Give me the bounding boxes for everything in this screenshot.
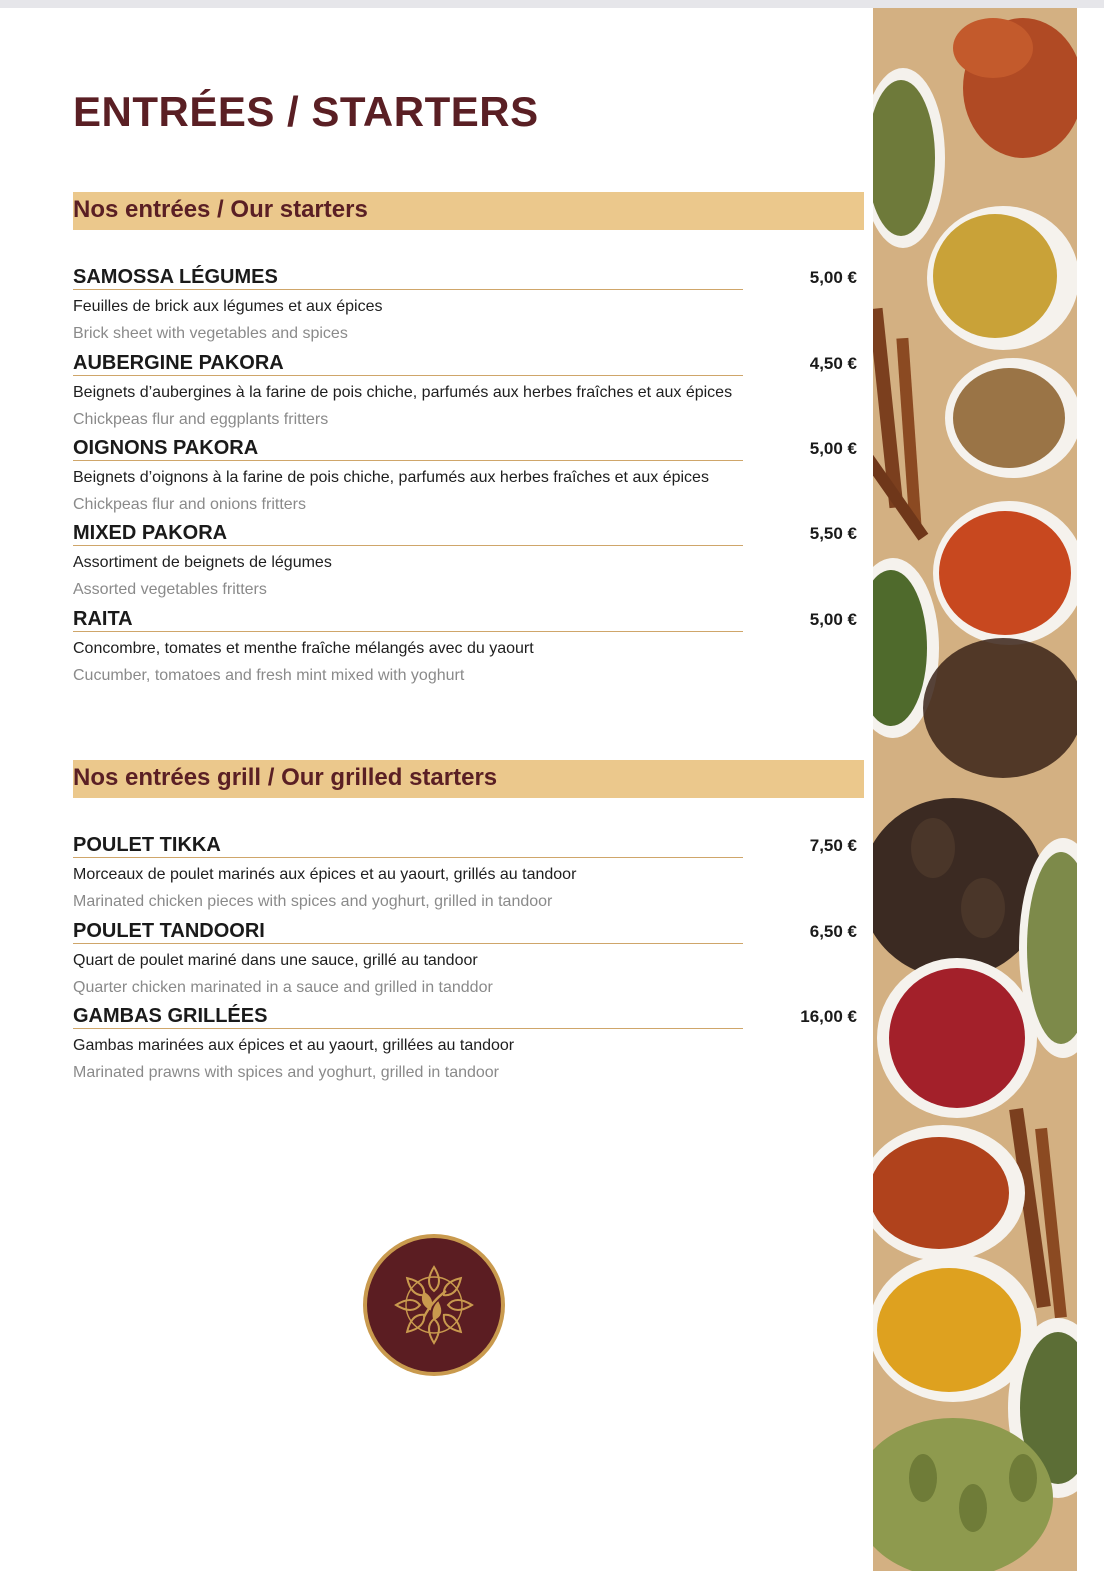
- menu-item-aubergine-pakora: [73, 352, 863, 438]
- item-price: 5,50 €: [809, 524, 857, 543]
- item-description-en: Brick sheet with vegetables and spices: [73, 325, 348, 342]
- section-header-starters: [73, 192, 864, 230]
- item-price: 5,00 €: [809, 268, 857, 287]
- item-name: GAMBAS GRILLÉES: [73, 1005, 268, 1027]
- section-title: Nos entrées / Our starters: [73, 196, 368, 223]
- dotted-leader: [73, 545, 743, 546]
- item-price: 16,00 €: [800, 1007, 857, 1026]
- item-name: SAMOSSA LÉGUMES: [73, 266, 278, 288]
- dotted-leader: [73, 375, 743, 376]
- item-description-en: Cucumber, tomatoes and fresh mint mixed with yoghurt: [73, 667, 465, 684]
- spices-in-spoons-photo: [873, 8, 1077, 1571]
- item-description-fr: Beignets d’aubergines à la farine de pois chiche, parfumés aux herbes fraîches et aux épices: [73, 384, 733, 401]
- section-title: Nos entrées grill / Our grilled starters: [73, 764, 498, 791]
- item-name: MIXED PAKORA: [73, 522, 228, 544]
- dotted-leader: [73, 460, 743, 461]
- item-head: [73, 608, 863, 636]
- dotted-leader: [73, 857, 743, 858]
- dotted-leader: [73, 1028, 743, 1029]
- mandala-leaf-logo-icon: [361, 1232, 507, 1378]
- menu-item-oignons-pakora: [73, 437, 863, 523]
- menu-item-poulet-tandoori: [73, 920, 863, 1006]
- item-name: POULET TIKKA: [73, 834, 221, 856]
- item-head: [73, 266, 863, 294]
- menu-item-poulet-tikka: [73, 834, 863, 920]
- dotted-leader: [73, 631, 743, 632]
- item-description-fr: Feuilles de brick aux légumes et aux épices: [73, 298, 383, 315]
- item-head: [73, 437, 863, 465]
- item-price: 5,00 €: [809, 439, 857, 458]
- item-description-en: Chickpeas flur and eggplants fritters: [73, 411, 329, 428]
- section-header-grilled-starters: [73, 760, 864, 798]
- menu-item-samossa: [73, 266, 863, 352]
- item-head: [73, 834, 863, 862]
- item-head: [73, 522, 863, 550]
- item-head: [73, 1005, 863, 1033]
- menu-item-mixed-pakora: [73, 522, 863, 608]
- dotted-leader: [73, 943, 743, 944]
- item-head: [73, 352, 863, 380]
- item-description-fr: Gambas marinées aux épices et au yaourt, grillées au tandoor: [73, 1037, 515, 1054]
- item-price: 6,50 €: [809, 922, 857, 941]
- item-price: 4,50 €: [809, 354, 857, 373]
- item-description-en: Chickpeas flur and onions fritters: [73, 496, 306, 513]
- item-head: [73, 920, 863, 948]
- item-description-fr: Quart de poulet mariné dans une sauce, grillé au tandoor: [73, 952, 478, 969]
- item-description-en: Marinated chicken pieces with spices and yoghurt, grilled in tandoor: [73, 893, 553, 910]
- item-name: OIGNONS PAKORA: [73, 437, 259, 459]
- item-description-fr: Morceaux de poulet marinés aux épices et au yaourt, grillés au tandoor: [73, 866, 577, 883]
- item-description-en: Quarter chicken marinated in a sauce and grilled in tanddor: [73, 979, 493, 996]
- menu-item-raita: [73, 608, 863, 694]
- item-price: 7,50 €: [809, 836, 857, 855]
- item-name: RAITA: [73, 608, 133, 630]
- page-title: ENTRÉES / STARTERS: [73, 88, 539, 135]
- item-description-fr: Assortiment de beignets de légumes: [73, 554, 332, 571]
- dotted-leader: [73, 289, 743, 290]
- item-price: 5,00 €: [809, 610, 857, 629]
- item-description-en: Assorted vegetables fritters: [73, 581, 267, 598]
- item-description-en: Marinated prawns with spices and yoghurt, grilled in tandoor: [73, 1064, 500, 1081]
- menu-item-gambas-grillees: [73, 1005, 863, 1091]
- page-margin: [1078, 8, 1104, 1571]
- item-name: POULET TANDOORI: [73, 920, 265, 942]
- item-description-fr: Beignets d’oignons à la farine de pois chiche, parfumés aux herbes fraîches et aux épices: [73, 469, 709, 486]
- item-description-fr: Concombre, tomates et menthe fraîche mélangés avec du yaourt: [73, 640, 534, 657]
- item-name: AUBERGINE PAKORA: [73, 352, 284, 374]
- top-bar: [0, 0, 1104, 8]
